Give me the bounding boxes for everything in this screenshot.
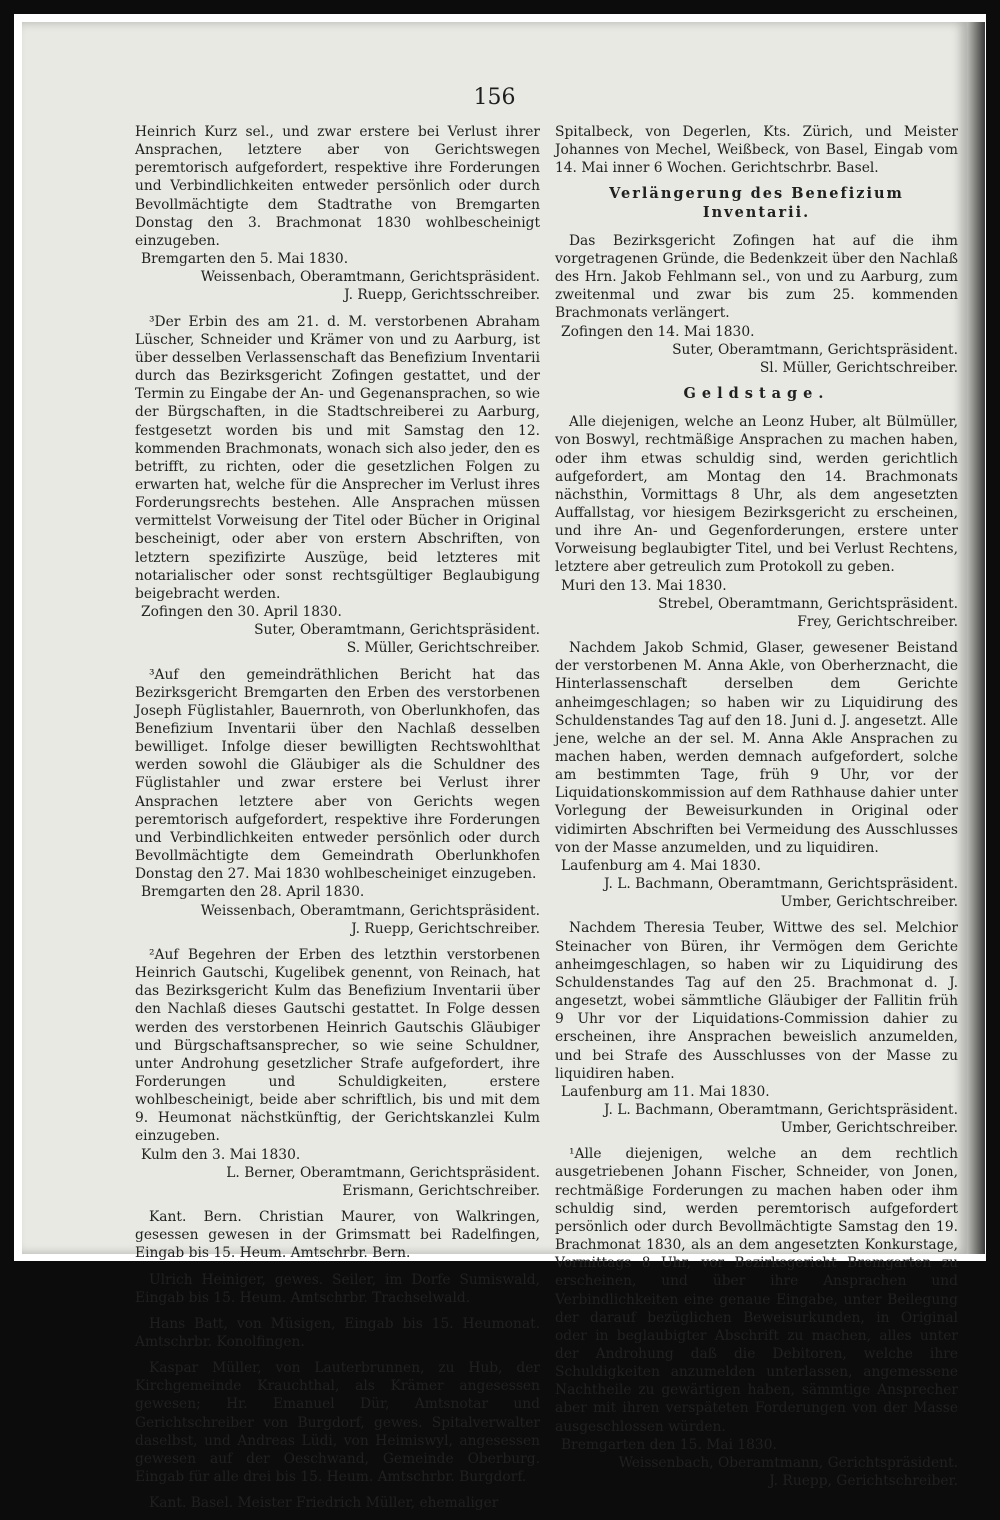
notice-text: Alle diejenigen, welche an Leonz Huber, alt Bülmüller, von Boswyl, rechtmäßige Ansprachen zu machen haben, oder ihm etwas schuldig sind, werden gerichtlich aufgefordert, am Montag den 14. Brachmonats nächsthin, Vormittags 8 Uhr, als dem angesetzten Auffallstag, vor hiesigem Bezirksgericht zu erscheinen, und ihre An- und Gegenforderungen, erstere unter Vorweisung beglaubigter Titel, und bei Verlust Rechtens, letztere aber getreulich zum Protokoll zu geben. [555,414,958,576]
page-number: 156 [473,85,516,110]
notice-text: Kant. Basel. Meister Friedrich Müller, ehemaliger [149,1495,499,1512]
notice-text: ¹Alle diejenigen, welche an dem rechtlich ausgetriebenen Johann Fischer, Schneider, von Jonen, rechtmäßige Forderungen zu machen haben oder ihm schuldig sind, werden peremtorisch aufgefordert persönlich oder durch Bevollmächtigte Samstag den 19. Brachmonat 1830, als an dem angesetzten Konkurstage, Vormittags 8 Uhr, vor Bezirksgericht Bremgarten zu erscheinen, und über ihre Ansprachen und Verbindlichkeiten eine genaue Eingabe, unter Beilegung der darauf bezüglichen Beweisurkunden, in Original oder in beglaubigter Abschrift zu machen, alles unter der Androhung daß die Debitoren, welche ihre Schuldigkeiten anzumelden unterlassen, angemessene Nachtheile zu gewärtigen haben, sämmtige Ansprecher aber mit ihren verspäteten Forderungen von der Masse ausgeschlossen würden. [555,1146,958,1435]
notice-mueller-kaspar [135,1359,540,1486]
notice-text: Hans Batt, von Müsigen, Eingab bis 15. Heumonat. Amtschrbr. Konolfingen. [135,1315,540,1350]
notice-fehlmann [555,232,958,377]
notice-signature: Suter, Oberamtmann, Gerichtspräsident. [672,341,958,358]
notice-date: Zofingen den 14. Mai 1830. [561,323,755,340]
notice-text: Ulrich Heiniger, gewes. Seiler, im Dorfe Sumiswald, Eingab bis 15. Heum. Amtschrbr. Trachselwald. [135,1271,540,1306]
notice-continued [555,123,958,177]
notice-date: Laufenburg am 4. Mai 1830. [561,857,761,874]
notice-text: Spitalbeck, von Degerlen, Kts. Zürich, und Meister Johannes von Mechel, Weißbeck, von Basel, Eingab vom 14. Mai inner 6 Wochen. Gerichtschrbr. Basel. [555,124,958,177]
section-heading-benefizium: Verlängerung des Benefizium Inventarii. [609,185,904,221]
notice-date: Muri den 13. Mai 1830. [561,577,727,594]
notice-date: Bremgarten den 15. Mai 1830. [561,1436,777,1453]
notice-text: ³Der Erbin des am 21. d. M. verstorbenen Abraham Lüscher, Schneider und Krämer von und zu Aarburg, ist über desselben Verlassenschaft das Benefizium Inventarii durch das Bezirksgericht Zofingen gestattet, und der Termin zu Eingabe der An- und Gegenansprachen, so wie der Bürgschaften, in die Stadtschreiberei zu Aarburg, festgesetzt worden bis und mit Samstag den 12. kommenden Brachmonats, wonach sich also jeder, den es betrifft, zu richten, oder die gesetzlichen Folgen zu erwarten hat, welche für die Ansprecher im Verlust ihres Forderungsrechts bestehen. Alle Ansprachen müssen vermittelst Vorweisung der Titel oder Bücher in Original bescheinigt, oder aber von erstern Abschriften, von letztern spezifizirte Auszüge, beid letzteres mit notarialischer oder sonst rechtsgültiger Beglaubigung beigebracht werden. [135,313,540,602]
notice-signature: Strebel, Oberamtmann, Gerichtspräsident. [658,595,958,612]
section-heading-geldstage: Geldstage. [683,385,830,403]
notice-batt [135,1315,540,1351]
notice-text: Heinrich Kurz sel., und zwar erstere bei Verlust ihrer Ansprachen, letztere aber von Gerichtswegen peremtorisch aufgefordert, respektive ihre Forderungen und Verbindlichkeiten entweder persönlich oder durch Bevollmächtigte dem Stadtrathe von Bremgarten Donstag den 3. Brachmonat 1830 wohlbescheinigt einzugeben. [135,124,540,249]
notice-date: Zofingen den 30. April 1830. [141,604,342,621]
notice-signature-clerk: S. Müller, Gerichtschreiber. [346,640,540,657]
notice-signature: Suter, Oberamtmann, Gerichtspräsident. [254,622,540,639]
newspaper-page [22,22,967,1512]
notice-text: ³Auf den gemeindräthlichen Bericht hat das Bezirksgericht Bremgarten den Erben des verstorbenen Joseph Füglistahler, Bauernroth, von Oberlunkhofen, das Benefizium Inventarii über den Nachlaß desselben bewilliget. Infolge dieser bewilligten Rechtswohlthat werden sowohl die Gläubiger als die Schuldner des Füglistahler und zwar erstere bei Verlust ihrer Ansprachen letztere aber von Gerichts wegen peremtorisch aufgefordert, respektive ihre Forderungen und Verbindlichkeiten entweder persönlich oder durch Bevollmächtigte dem Gemeindrath Oberlunkhofen Donstag den 27. Mai 1830 wohlbescheiniget einzugeben. [135,666,540,883]
notice-signature-clerk: Sl. Müller, Gerichtschreiber. [759,359,958,376]
notice-text: Nachdem Theresia Teuber, Wittwe des sel. Melchior Steinacher von Büren, ihr Vermögen dem Gerichte anheimgeschlagen, so haben wir zu Liquidirung des Schuldenstandes Tag auf den 25. Brachmonat d. J. angesetzt, wobei sämmtliche Gläubiger der Fallitin früh 9 Uhr vor der Liquidations-Commission dahier zu erscheinen, ihre Ansprachen beweislich anzumelden, und bei Strafe des Ausschlusses von der Masse zu liquidiren haben. [555,920,958,1082]
notice-signature-clerk: Frey, Gerichtschreiber. [797,613,958,630]
notice-signature-clerk: Erismann, Gerichtschreiber. [342,1182,540,1199]
page-edge [967,22,985,1254]
notice-fischer [555,1145,958,1490]
notice-signature: J. L. Bachmann, Oberamtmann, Gerichtspräsident. [604,1101,958,1118]
notice-text: ²Auf Begehren der Erben des letzthin verstorbenen Heinrich Gautschi, Kugelibek genennt, von Reinach, hat das Bezirksgericht Kulm das Benefizium Inventarii über den Nachlaß dieses Gautschi gestattet. In Folge dessen werden des verstorbenen Heinrich Gautschis Gläubiger und Bürgschaftsansprecher, so wie seine Schuldner, unter Androhung gesetzlicher Strafe aufgefordert, ihre Forderungen und Schuldigkeiten, erstere wohlbescheinigt, beide aber schriftlich, bis und mit dem 9. Heumonat nächstkünftig, der Gerichtskanzlei Kulm einzugeben. [135,946,540,1145]
notice-date: Kulm den 3. Mai 1830. [141,1146,301,1163]
notice-text: Kant. Bern. Christian Maurer, von Walkringen, gesessen gewesen in der Grimsmatt bei Radelfingen, Eingab bis 15. Heum. Amtschrbr. Bern. [135,1209,540,1262]
notice-text: Kaspar Müller, von Lauterbrunnen, zu Hub, der Kirchgemeinde Krauchthal, als Krämer angesessen gewesen; Hr. Emanuel Dür, Amtsnotar und Gerichtschreiber von Burgdorf, gewes. Spitalverwalter daselbst, und Andreas Lüdi, von Heimiswyl, angesessen gewesen auf der Oeschwand, Gemeinde Oberburg. Eingab für alle drei bis 15. Heum. Amtschrbr. Burgdorf. [135,1360,540,1486]
notice-signature-clerk: Umber, Gerichtschreiber. [780,894,958,911]
notice-kurz [135,123,540,305]
notice-signature-clerk: J. Ruepp, Gerichtschreiber. [351,920,540,937]
notice-huber [555,413,958,631]
notice-maurer [135,1208,540,1262]
notice-signature-clerk: J. Ruepp, Gerichtschreiber. [769,1473,958,1490]
right-column [555,123,958,1498]
notice-text: Das Bezirksgericht Zofingen hat auf die ihm vorgetragenen Gründe, die Bedenkzeit über den Nachlaß des Hrn. Jakob Fehlmann sel., von und zu Aarburg, zum zweitenmal und zwar bis zum 25. kommenden Brachmonats verlängert. [555,232,958,322]
notice-signature: J. L. Bachmann, Oberamtmann, Gerichtspräsident. [604,876,958,893]
notice-signature: L. Berner, Oberamtmann, Gerichtspräsident. [226,1164,540,1181]
left-column [135,123,540,1520]
notice-date: Bremgarten den 5. Mai 1830. [141,251,349,268]
notice-teuber [555,919,958,1137]
notice-mueller-friedrich [135,1494,540,1512]
notice-heiniger [135,1271,540,1307]
notice-signature: Weissenbach, Oberamtmann, Gerichtspräsident. [618,1454,958,1471]
notice-text: Nachdem Jakob Schmid, Glaser, gewesener Beistand der verstorbenen M. Anna Akle, von Oberherznacht, die Hinterlassenschaft derselben dem Gerichte anheimgeschlagen; so haben wir zu Liquidirung des Schuldenstandes Tag auf den 18. Juni d. J. angesetzt. Alle jene, welche an der sel. M. Anna Akle Ansprachen zu machen haben, werden demnach aufgefordert, solche am bestimmten Tage, früh 9 Uhr, vor der Liquidationskommission auf dem Rathhause dahier unter Vorlegung der Beweisurkunden in Original oder vidimirten Abschriften bei Vermeidung des Ausschlusses von der Masse anzumelden, und zu liquidiren. [555,640,958,856]
notice-luescher [135,313,540,658]
notice-signature-clerk: J. Ruepp, Gerichtsschreiber. [344,287,540,304]
notice-signature: Weissenbach, Oberamtmann, Gerichtspräsident. [200,269,540,286]
notice-date: Bremgarten den 28. April 1830. [141,884,365,901]
notice-schmid [555,639,958,911]
notice-signature: Weissenbach, Oberamtmann, Gerichtspräsident. [200,902,540,919]
notice-date: Laufenburg am 11. Mai 1830. [561,1083,770,1100]
notice-gautschi [135,946,540,1200]
notice-fueglistahler [135,666,540,938]
notice-signature-clerk: Umber, Gerichtschreiber. [780,1120,958,1137]
